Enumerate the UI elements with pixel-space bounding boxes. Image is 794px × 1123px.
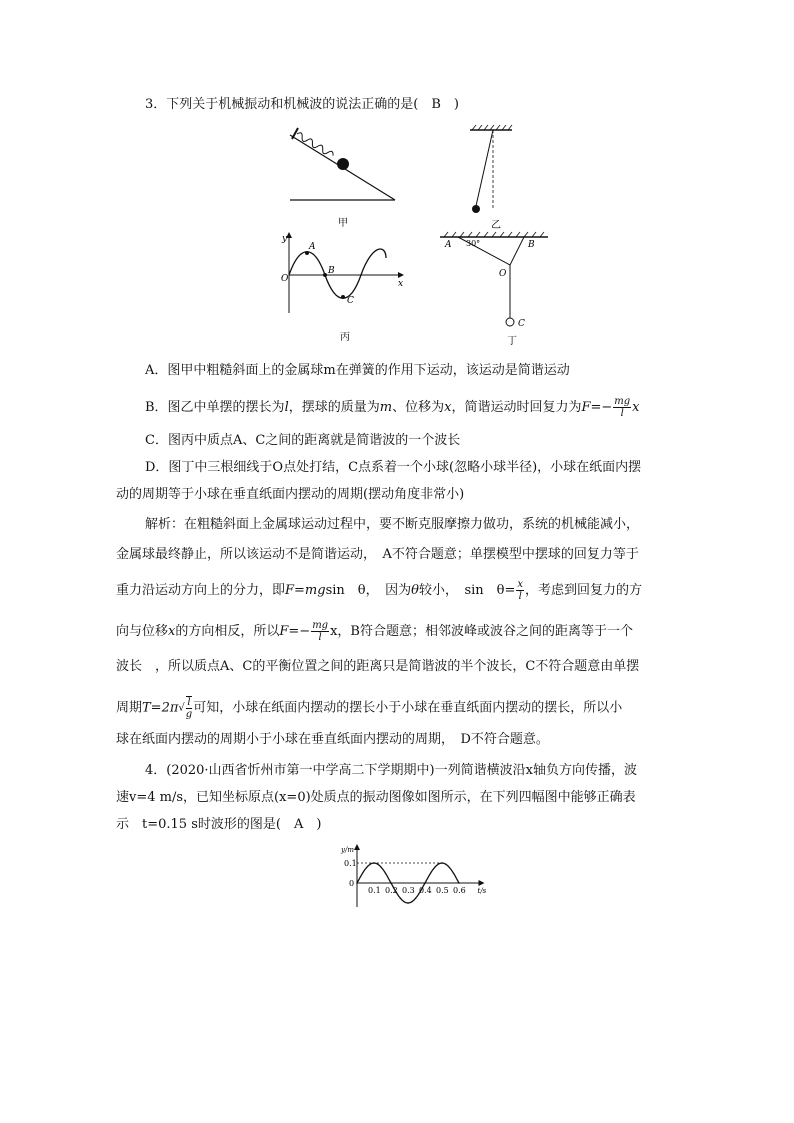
sol3-text-1: 重力沿运动方向上的分力，即 xyxy=(116,583,286,598)
q3-solution-line7: 球在纸面内摆动的周期小于小球在垂直纸面内摆动的周期， D不符合题意。 xyxy=(116,732,549,747)
origin-label: O xyxy=(281,274,289,284)
chart-x-tick-label: 0.4 xyxy=(419,886,432,895)
chart-point xyxy=(424,882,426,884)
q4-line2: 速v=4 m/s，已知坐标原点(x=0)处质点的振动图像如图所示，在下列四幅图中能够正确表 xyxy=(116,790,636,805)
q3-solution-line4 xyxy=(116,620,633,643)
figure-ding xyxy=(440,232,548,347)
ball-jia xyxy=(337,158,349,170)
point-label-A: A xyxy=(309,242,316,252)
sol3-frac-num: x xyxy=(517,579,523,590)
optB-var-x: x xyxy=(444,400,452,415)
q3-option-d-line1: D．图丁中三根细线于O点处打结，C点系着一个小球(忽略小球半径)，小球在纸面内摆 xyxy=(145,460,642,475)
q3-figures xyxy=(0,118,794,368)
chart-point xyxy=(373,862,375,864)
chart-y-label: y/m xyxy=(341,846,354,854)
sol6-text-1: 周期 xyxy=(116,700,143,716)
sol6-sqrt: √ $\frac{l}{g}$ xyxy=(178,697,193,720)
optB-eq: =− xyxy=(590,400,613,415)
sol3-theta: θ xyxy=(411,583,419,598)
chart-origin-label: 0 xyxy=(349,879,355,888)
q3-solution-line1: 解析：在粗糙斜面上金属球运动过程中，要不断克服摩擦力做功，系统的机械能减小， xyxy=(145,517,640,532)
q3-option-d-line2: 动的周期等于小球在垂直纸面内摆动的周期(摆动角度非常小) xyxy=(116,487,465,502)
chart-x-tick-label: 0.3 xyxy=(402,886,415,895)
sol3-fraction xyxy=(516,579,524,602)
ding-label-C: C xyxy=(518,319,525,329)
q4-line3: 示 t=0.15 s时波形的图是( A ) xyxy=(116,817,322,832)
chart-y-tick-label: 0.1 xyxy=(344,859,357,868)
chart-point xyxy=(356,882,358,884)
q3-solution-line6 xyxy=(116,696,622,720)
label-jia: 甲 xyxy=(338,218,348,229)
axis-label-x: x xyxy=(398,279,404,289)
figure-bing xyxy=(281,232,404,343)
sol4-text-2: 的方向相反，所以 xyxy=(175,624,280,639)
optB-text-2: ，摆球的质量为 xyxy=(288,400,380,415)
ding-label-A: A xyxy=(445,240,452,250)
sol3-frac-den: l xyxy=(518,591,522,602)
optB-fraction xyxy=(613,396,631,419)
label-yi: 乙 xyxy=(491,220,501,231)
chart-point xyxy=(458,882,460,884)
sol6-text-2: 可知，小球在纸面内摆动的摆长小于小球在垂直纸面内摆动的摆长，所以小 xyxy=(193,700,623,716)
sol4-fraction xyxy=(311,620,329,643)
chart-x-label: t/s xyxy=(477,887,487,895)
q3-option-a: A．图甲中粗糙斜面上的金属球m在弹簧的作用下运动，该运动是简谐运动 xyxy=(145,363,570,378)
chart-point xyxy=(390,882,392,884)
ball-ding xyxy=(506,318,514,326)
point-label-C: C xyxy=(347,296,354,306)
sol3-formula: F=mg xyxy=(285,583,326,598)
q3-solution-line5: 波长 ，所以质点A、C的平衡位置之间的距离只是简谐波的半个波长，C不符合题意由单摆 xyxy=(116,659,640,674)
figure-yi xyxy=(470,125,512,231)
point-label-B: B xyxy=(328,266,335,276)
ding-label-O: O xyxy=(499,269,507,279)
label-bing: 丙 xyxy=(340,332,350,343)
sol6-fraction xyxy=(186,696,192,720)
ding-label-angle: 30° xyxy=(466,239,481,248)
sol3-text-3: ，考虑到回复力的方 xyxy=(525,583,643,598)
q4-line1: 4．(2020·山西省忻州市第一中学高二下学期期中)一列简谐横波沿x轴负方向传播，波 xyxy=(145,763,637,778)
optB-var-m: m xyxy=(379,400,393,415)
q3-option-b xyxy=(145,396,640,419)
sol3-sin: sin θ， 因为 xyxy=(325,583,412,598)
optB-text-1: B．图乙中单摆的摆长为 xyxy=(145,400,285,415)
chart-x-tick-label: 0.2 xyxy=(385,886,398,895)
sol4-var-x: x xyxy=(168,624,176,639)
sol3-text-2: 较小， sin θ= xyxy=(418,583,516,598)
q3-solution-line3 xyxy=(116,579,642,602)
q3-option-c: C．图丙中质点A、C之间的距离就是简谐波的一个波长 xyxy=(145,433,461,448)
optB-frac-den: l xyxy=(620,408,624,419)
sol6-formula: T=2π xyxy=(142,700,179,716)
optB-var-l: l xyxy=(284,400,289,415)
chart-point xyxy=(407,902,409,904)
chart-x-arrow xyxy=(479,880,485,886)
optB-text-4: ，简谐运动时回复力为 xyxy=(451,400,582,415)
label-ding: 丁 xyxy=(507,336,517,347)
sol4-frac-den: l xyxy=(318,632,322,643)
ding-label-B: B xyxy=(528,240,535,250)
q3-stem: 3．下列关于机械振动和机械波的说法正确的是( B ) xyxy=(145,97,459,112)
chart-point xyxy=(441,862,443,864)
chart-x-tick-label: 0.5 xyxy=(436,886,449,895)
q3-solution-line2: 金属球最终静止，所以该运动不是简谐运动， A不符合题意；单摆模型中摆球的回复力等于 xyxy=(116,547,639,562)
chart-y-arrow xyxy=(354,844,360,850)
optB-var-x2: x xyxy=(632,400,640,415)
chart-x-tick-label: 0.1 xyxy=(368,886,381,895)
sol4-frac-num: mg xyxy=(312,620,329,631)
sol6-frac-num: l xyxy=(187,697,191,708)
optB-frac-num: mg xyxy=(614,396,631,407)
figure-jia xyxy=(290,128,395,229)
sol6-frac-den: g xyxy=(185,709,193,720)
sol4-var-F: F xyxy=(279,624,289,639)
chart-x-tick-label: 0.6 xyxy=(453,886,466,895)
q4-vibration-chart xyxy=(0,843,794,913)
sol4-text-3: x，B符合题意；相邻波峰或波谷之间的距离等于一个 xyxy=(330,624,633,639)
ball-yi xyxy=(472,205,480,213)
sol4-text-1: 向与位移 xyxy=(116,624,169,639)
sol4-eq: =− xyxy=(288,624,311,639)
optB-text-3: 、位移为 xyxy=(392,400,445,415)
optB-var-F: F xyxy=(581,400,591,415)
axis-label-y: y xyxy=(282,234,288,244)
